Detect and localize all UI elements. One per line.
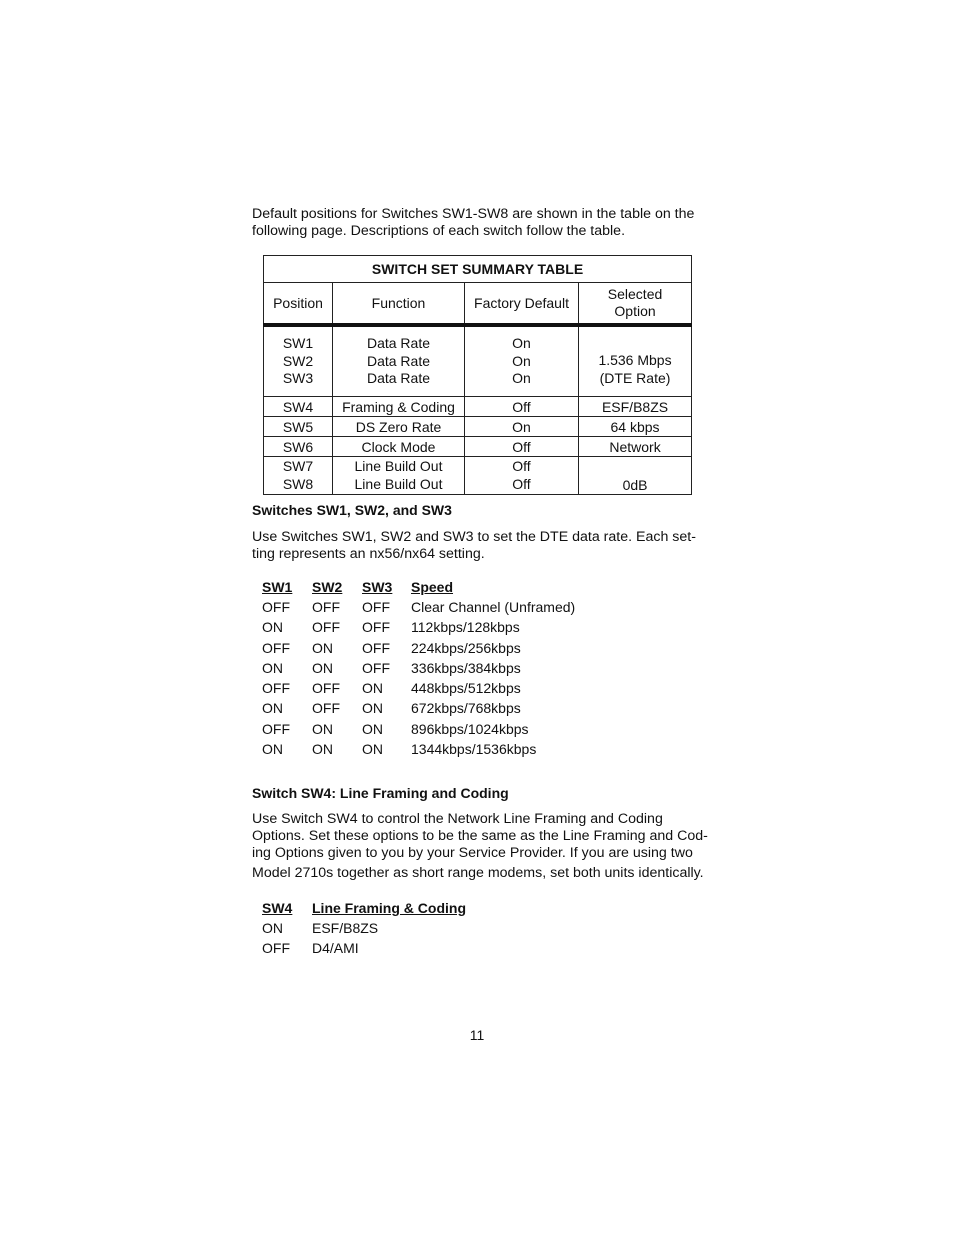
default-cell: Off: [512, 458, 531, 474]
sw1-value: OFF: [262, 680, 290, 696]
default-cell: On: [465, 417, 579, 437]
selected-cell: 0dB: [579, 457, 692, 495]
selected-cell: (DTE Rate): [599, 369, 671, 386]
section2-paragraph: [252, 811, 712, 882]
sw1-value: OFF: [262, 721, 290, 737]
sw1-value: ON: [262, 660, 283, 676]
header-factory-default: Factory Default: [465, 283, 579, 326]
function-cell: Data Rate: [366, 370, 431, 387]
function-cell: Clock Mode: [333, 437, 465, 457]
intro-line-2: following page. Descriptions of each switch follow the table.: [252, 223, 626, 239]
section1-heading: Switches SW1, SW2, and SW3: [252, 502, 452, 518]
col-sw2-header: SW2: [312, 579, 343, 595]
switch-summary-table: [263, 255, 692, 495]
position-cell: SW4: [264, 397, 333, 417]
function-cell: Line Build Out: [354, 475, 443, 492]
table-row: [264, 397, 692, 417]
speed-value: 336kbps/384kbps: [411, 660, 521, 676]
speed-value: 672kbps/768kbps: [411, 700, 521, 716]
selected-cell: 64 kbps: [579, 417, 692, 437]
sw3-value: ON: [362, 680, 383, 696]
sw2-value: OFF: [312, 599, 340, 615]
sw2-value: OFF: [312, 700, 340, 716]
sw1-value: ON: [262, 619, 283, 635]
sw3-value: ON: [362, 700, 383, 716]
sw1-value: OFF: [262, 599, 290, 615]
row-positions: [264, 325, 333, 397]
section1-line-2: ting represents an nx56/nx64 setting.: [252, 546, 485, 562]
table-row: [264, 457, 692, 495]
intro-paragraph: [252, 206, 712, 240]
col-speed-header: Speed: [411, 579, 454, 595]
header-selected-line-2: Option: [614, 303, 656, 319]
header-function: Function: [333, 283, 465, 326]
sw2-value: OFF: [312, 680, 340, 696]
section2-line-3: ing Options given to you by your Service Provider. If you are using two: [252, 845, 693, 861]
row-positions: [264, 457, 333, 495]
summary-table-title: SWITCH SET SUMMARY TABLE: [264, 256, 692, 283]
function-cell: Data Rate: [366, 335, 431, 352]
position-cell: SW3: [282, 370, 314, 387]
row-defaults: [465, 457, 579, 495]
speed-value: 448kbps/512kbps: [411, 680, 521, 696]
sw3-value: OFF: [362, 599, 390, 615]
sw3-value: ON: [362, 741, 383, 757]
function-cell: Data Rate: [366, 352, 431, 369]
position-cell: SW6: [264, 437, 333, 457]
position-cell: SW5: [264, 417, 333, 437]
speed-value: 896kbps/1024kbps: [411, 721, 529, 737]
header-position: Position: [264, 283, 333, 326]
header-selected-option: [579, 283, 692, 326]
selected-cell: Network: [579, 437, 692, 457]
default-cell: Off: [465, 397, 579, 417]
sw1-value: ON: [262, 741, 283, 757]
header-selected-line-1: Selected: [607, 286, 663, 302]
section2-line-2: Options. Set these options to be the same as the Line Framing and Cod-: [252, 828, 708, 844]
row-defaults: [465, 325, 579, 397]
position-cell: SW2: [282, 352, 314, 369]
row-functions: [333, 325, 465, 397]
speed-value: 1344kbps/1536kbps: [411, 741, 537, 757]
col-sw1-header: SW1: [262, 579, 293, 595]
default-cell: On: [512, 352, 531, 369]
default-cell: On: [512, 335, 531, 352]
sw3-value: ON: [362, 721, 383, 737]
intro-line-1: Default positions for Switches SW1-SW8 are shown in the table on the: [252, 206, 695, 222]
sw3-value: OFF: [362, 619, 390, 635]
page-number: 11: [469, 1027, 485, 1043]
sw4-value: OFF: [262, 940, 290, 956]
summary-table-header-row: [264, 283, 692, 326]
selected-cell: ESF/B8ZS: [579, 397, 692, 417]
sw3-value: OFF: [362, 640, 390, 656]
table-row: [264, 437, 692, 457]
sw4-value: ON: [262, 920, 283, 936]
section2-line-1: Use Switch SW4 to control the Network Line Framing and Coding: [252, 811, 663, 827]
position-cell: SW1: [282, 335, 314, 352]
sw2-value: ON: [312, 640, 333, 656]
function-cell: Framing & Coding: [333, 397, 465, 417]
row-functions: [333, 457, 465, 495]
table-row: [264, 325, 692, 397]
sw2-value: ON: [312, 721, 333, 737]
section2-line-4: Model 2710s together as short range modems, set both units identically.: [252, 865, 704, 881]
section1-paragraph: [252, 529, 712, 563]
sw1-value: ON: [262, 700, 283, 716]
sw1-value: OFF: [262, 640, 290, 656]
position-cell: SW8: [282, 475, 314, 492]
function-cell: DS Zero Rate: [333, 417, 465, 437]
table-row: [264, 417, 692, 437]
default-cell: Off: [465, 437, 579, 457]
section1-line-1: Use Switches SW1, SW2 and SW3 to set the DTE data rate. Each set-: [252, 529, 696, 545]
speed-value: 112kbps/128kbps: [411, 619, 520, 635]
framing-value: ESF/B8ZS: [312, 920, 379, 936]
speed-value: Clear Channel (Unframed): [411, 599, 576, 615]
framing-value: D4/AMI: [312, 940, 359, 956]
sw2-value: OFF: [312, 619, 340, 635]
col-sw3-header: SW3: [362, 579, 393, 595]
col-sw4-header: SW4: [262, 900, 293, 916]
selected-cell: 1.536 Mbps: [598, 352, 672, 368]
row-selected: [579, 325, 692, 397]
sw2-value: ON: [312, 660, 333, 676]
default-cell: Off: [512, 475, 531, 492]
sw3-value: OFF: [362, 660, 390, 676]
sw2-value: ON: [312, 741, 333, 757]
default-cell: On: [512, 370, 531, 387]
function-cell: Line Build Out: [354, 458, 443, 474]
position-cell: SW7: [282, 458, 314, 474]
section2-heading: Switch SW4: Line Framing and Coding: [252, 785, 509, 801]
col-framing-header: Line Framing & Coding: [312, 900, 466, 916]
speed-value: 224kbps/256kbps: [411, 640, 521, 656]
